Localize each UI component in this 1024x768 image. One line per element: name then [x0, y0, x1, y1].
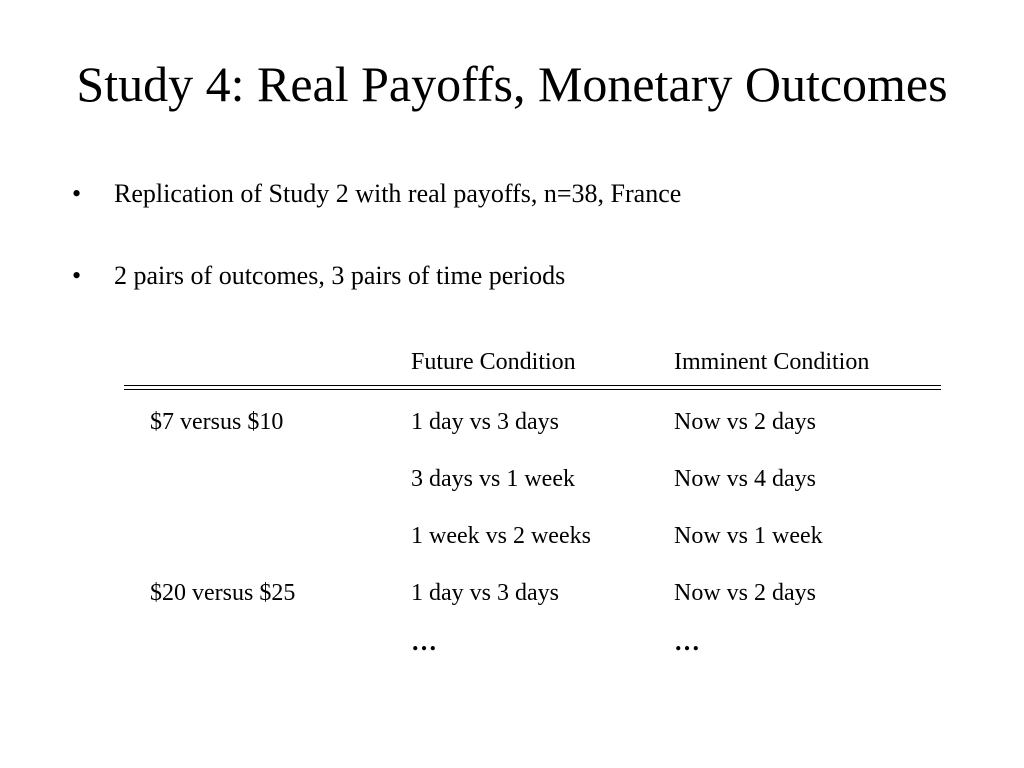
header-rule-top: [124, 385, 941, 386]
future-cell: 1 day vs 3 days: [411, 580, 559, 606]
table-row: [124, 620, 941, 677]
bullet-text: Replication of Study 2 with real payoffs, n=38, France: [114, 179, 682, 208]
header-rule-bottom: [124, 389, 941, 390]
imminent-cell: Now vs 1 week: [674, 523, 823, 549]
header-cell-future: Future Condition: [411, 349, 576, 375]
bullet-text: 2 pairs of outcomes, 3 pairs of time periods: [114, 261, 566, 290]
bullet-dot-icon: •: [72, 179, 82, 208]
slide-title: Study 4: Real Payoffs, Monetary Outcomes: [76, 56, 948, 112]
outcome-cell: $7 versus $10: [150, 409, 284, 435]
outcome-cell: $20 versus $25: [150, 580, 296, 606]
table-row: [124, 514, 941, 571]
bullet-item: [72, 254, 681, 298]
table-header-row: [124, 340, 941, 384]
table-row: [124, 457, 941, 514]
imminent-ellipsis-cell: …: [674, 627, 700, 656]
table-row: [124, 400, 941, 457]
future-ellipsis-cell: …: [411, 627, 437, 656]
bullet-dot-icon: •: [72, 261, 82, 290]
header-cell-imminent: Imminent Condition: [674, 349, 870, 375]
conditions-table: [124, 340, 941, 677]
future-cell: 1 week vs 2 weeks: [411, 523, 591, 549]
imminent-cell: Now vs 2 days: [674, 409, 816, 435]
bullet-list: [72, 172, 681, 336]
future-cell: 3 days vs 1 week: [411, 466, 575, 492]
imminent-cell: Now vs 2 days: [674, 580, 816, 606]
bullet-item: [72, 172, 681, 216]
imminent-cell: Now vs 4 days: [674, 466, 816, 492]
future-cell: 1 day vs 3 days: [411, 409, 559, 435]
